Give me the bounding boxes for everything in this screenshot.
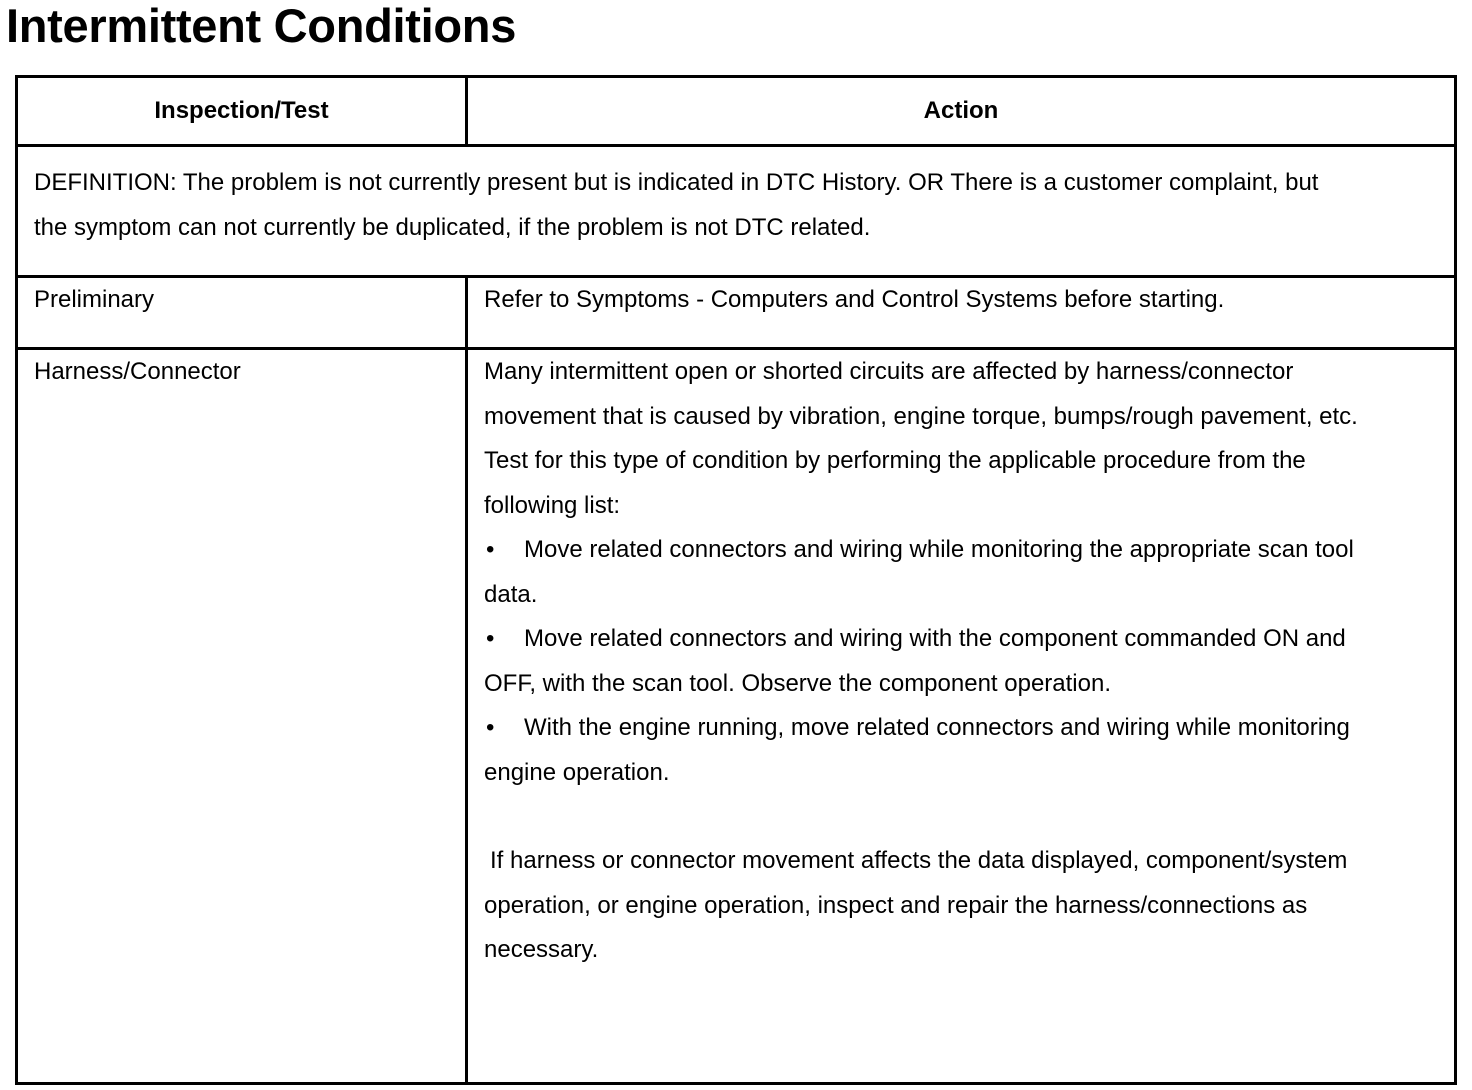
inspection-cell-harness-connector: Harness/Connector (17, 349, 467, 1084)
table-row-harness-connector (17, 349, 1456, 1084)
table-header-row (17, 77, 1456, 146)
bullet-icon: • (486, 536, 495, 563)
intermittent-conditions-table (15, 75, 1457, 1085)
action-bullet-text: With the engine running, move related connectors and wiring while monitoring engine operation. (484, 714, 1350, 786)
action-bullet-item (484, 617, 1394, 706)
action-intro-text: Many intermittent open or shorted circuits are affected by harness/connector movement that is caused by vibration, engine torque, bumps/rough pavement, etc. Test for this type of condition by performing the applicable procedure from the following list: (484, 358, 1358, 519)
action-cell-preliminary: Refer to Symptoms - Computers and Control Systems before starting. (467, 277, 1456, 349)
definition-text: DEFINITION: The problem is not currently present but is indicated in DTC History. OR There is a customer complaint, but the symptom can not currently be duplicated, if the problem is not DTC related. (17, 146, 1456, 277)
definition-row (17, 146, 1456, 277)
action-cell-harness-connector (467, 349, 1456, 1084)
inspection-cell-preliminary: Preliminary (17, 277, 467, 349)
action-bullet-text: Move related connectors and wiring while monitoring the appropriate scan tool data. (484, 536, 1354, 608)
page-title: Intermittent Conditions (6, 0, 517, 52)
action-bullet-text: Move related connectors and wiring with the component commanded ON and OFF, with the scan tool. Observe the component operation. (484, 625, 1346, 697)
bullet-icon: • (486, 714, 495, 741)
column-header-action: Action (467, 77, 1456, 146)
action-bullet-item (484, 706, 1394, 795)
action-bullet-item (484, 528, 1394, 617)
bullet-icon: • (486, 625, 495, 652)
table-row-preliminary (17, 277, 1456, 349)
column-header-inspection-test: Inspection/Test (17, 77, 467, 146)
action-result-text: If harness or connector movement affects the data displayed, component/system operation, or engine operation, inspect and repair the harness/connections as necessary. (484, 847, 1348, 963)
